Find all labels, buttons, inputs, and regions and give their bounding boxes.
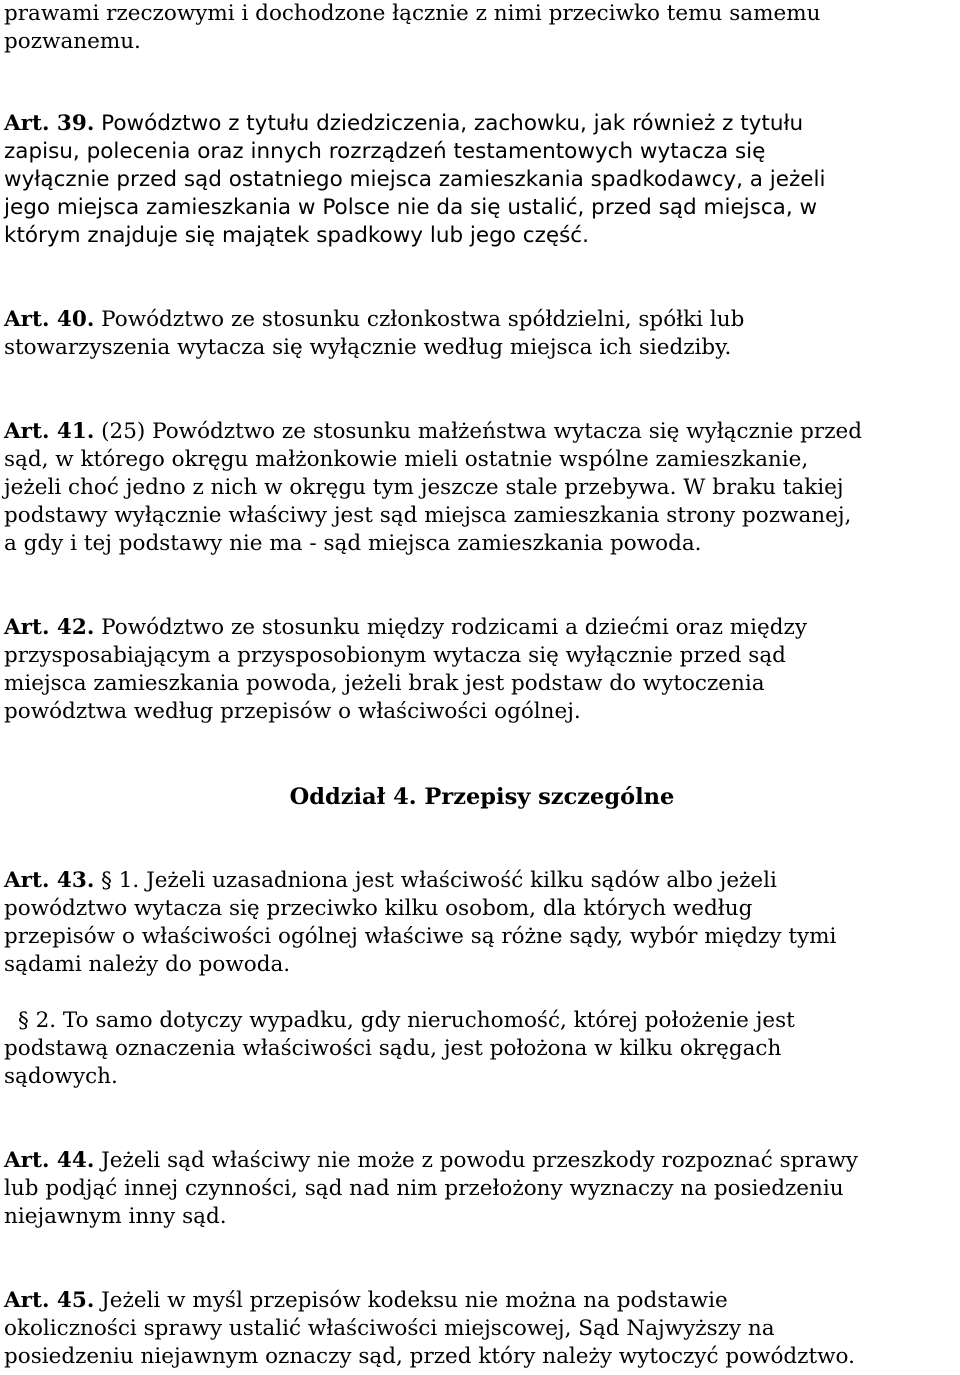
article-40 <box>4 306 960 362</box>
article-43 <box>4 867 960 979</box>
text-line: którym znajduje się majątek spadkowy lub jego część. <box>4 223 589 248</box>
text-line: Powództwo ze stosunku członkostwa spółdzielni, spółki lub <box>94 307 745 332</box>
text-line: lub podjąć innej czynności, sąd nad nim przełożony wyznaczy na posiedzeniu <box>4 1176 844 1201</box>
text-line: Powództwo z tytułu dziedziczenia, zachowku, jak również z tytułu <box>94 111 804 136</box>
text-line: zapisu, polecenia oraz innych rozrządzeń testamentowych wytacza się <box>4 139 766 164</box>
article-42 <box>4 614 960 726</box>
article-41 <box>4 418 960 558</box>
article-label: Art. 39. <box>4 111 95 136</box>
text-line: podstawy wyłącznie właściwy jest sąd miejsca zamieszkania strony pozwanej, <box>4 503 852 528</box>
text-line: Jeżeli w myśl przepisów kodeksu nie można na podstawie <box>94 1288 728 1313</box>
article-label: Art. 41. <box>4 419 95 444</box>
text-line: wyłącznie przed sąd ostatniego miejsca zamieszkania spadkodawcy, a jeżeli <box>4 167 826 192</box>
text-line: sądami należy do powoda. <box>4 952 291 977</box>
text-line: sądowych. <box>4 1064 118 1089</box>
article-label: Art. 42. <box>4 615 95 640</box>
article-label: Art. 40. <box>4 307 95 332</box>
text-line: jego miejsca zamieszkania w Polsce nie da się ustalić, przed sąd miejsca, w <box>4 195 818 220</box>
text-line: prawami rzeczowymi i dochodzone łącznie z nimi przeciwko temu samemu <box>4 1 821 26</box>
text-line: Powództwo ze stosunku między rodzicami a dziećmi oraz między <box>94 615 808 640</box>
text-line: Jeżeli sąd właściwy nie może z powodu przeszkody rozpoznać sprawy <box>94 1148 859 1173</box>
article-label: Art. 43. <box>4 868 95 893</box>
text-line: niejawnym inny sąd. <box>4 1204 227 1229</box>
article-43-paragraph-2 <box>4 1007 960 1091</box>
text-line: przepisów o właściwości ogólnej właściwe są różne sądy, wybór między tymi <box>4 924 837 949</box>
article-label: Art. 44. <box>4 1148 95 1173</box>
text-line: (25) Powództwo ze stosunku małżeństwa wytacza się wyłącznie przed <box>94 419 863 444</box>
text-line: powództwa według przepisów o właściwości ogólnej. <box>4 699 581 724</box>
text-line: miejsca zamieszkania powoda, jeżeli brak jest podstaw do wytoczenia <box>4 671 765 696</box>
article-39 <box>4 110 960 250</box>
text-line: pozwanemu. <box>4 29 141 54</box>
text-line: podstawą oznaczenia właściwości sądu, jest położona w kilku okręgach <box>4 1036 782 1061</box>
text-line: sąd, w którego okręgu małżonkowie mieli ostatnie wspólne zamieszkanie, <box>4 447 809 472</box>
text-line: przysposabiającym a przysposobionym wytacza się wyłącznie przed sąd <box>4 643 786 668</box>
article-label: Art. 45. <box>4 1288 95 1313</box>
text-line: okoliczności sprawy ustalić właściwości miejscowej, Sąd Najwyższy na <box>4 1316 775 1341</box>
article-45 <box>4 1287 960 1371</box>
intro-paragraph <box>4 0 960 56</box>
text-line: § 2. To samo dotyczy wypadku, gdy nieruchomość, której położenie jest <box>18 1008 795 1033</box>
text-line: § 1. Jeżeli uzasadniona jest właściwość kilku sądów albo jeżeli <box>94 868 777 893</box>
text-line: posiedzeniu niejawnym oznaczy sąd, przed który należy wytoczyć powództwo. <box>4 1344 855 1369</box>
text-line: powództwo wytacza się przeciwko kilku osobom, dla których według <box>4 896 753 921</box>
article-44 <box>4 1147 960 1231</box>
text-line: jeżeli choć jedno z nich w okręgu tym jeszcze stale przebywa. W braku takiej <box>4 475 844 500</box>
text-line: a gdy i tej podstawy nie ma - sąd miejsca zamieszkania powoda. <box>4 531 702 556</box>
section-heading: Oddział 4. Przepisy szczególne <box>289 784 675 810</box>
text-line: stowarzyszenia wytacza się wyłącznie według miejsca ich siedziby. <box>4 335 732 360</box>
